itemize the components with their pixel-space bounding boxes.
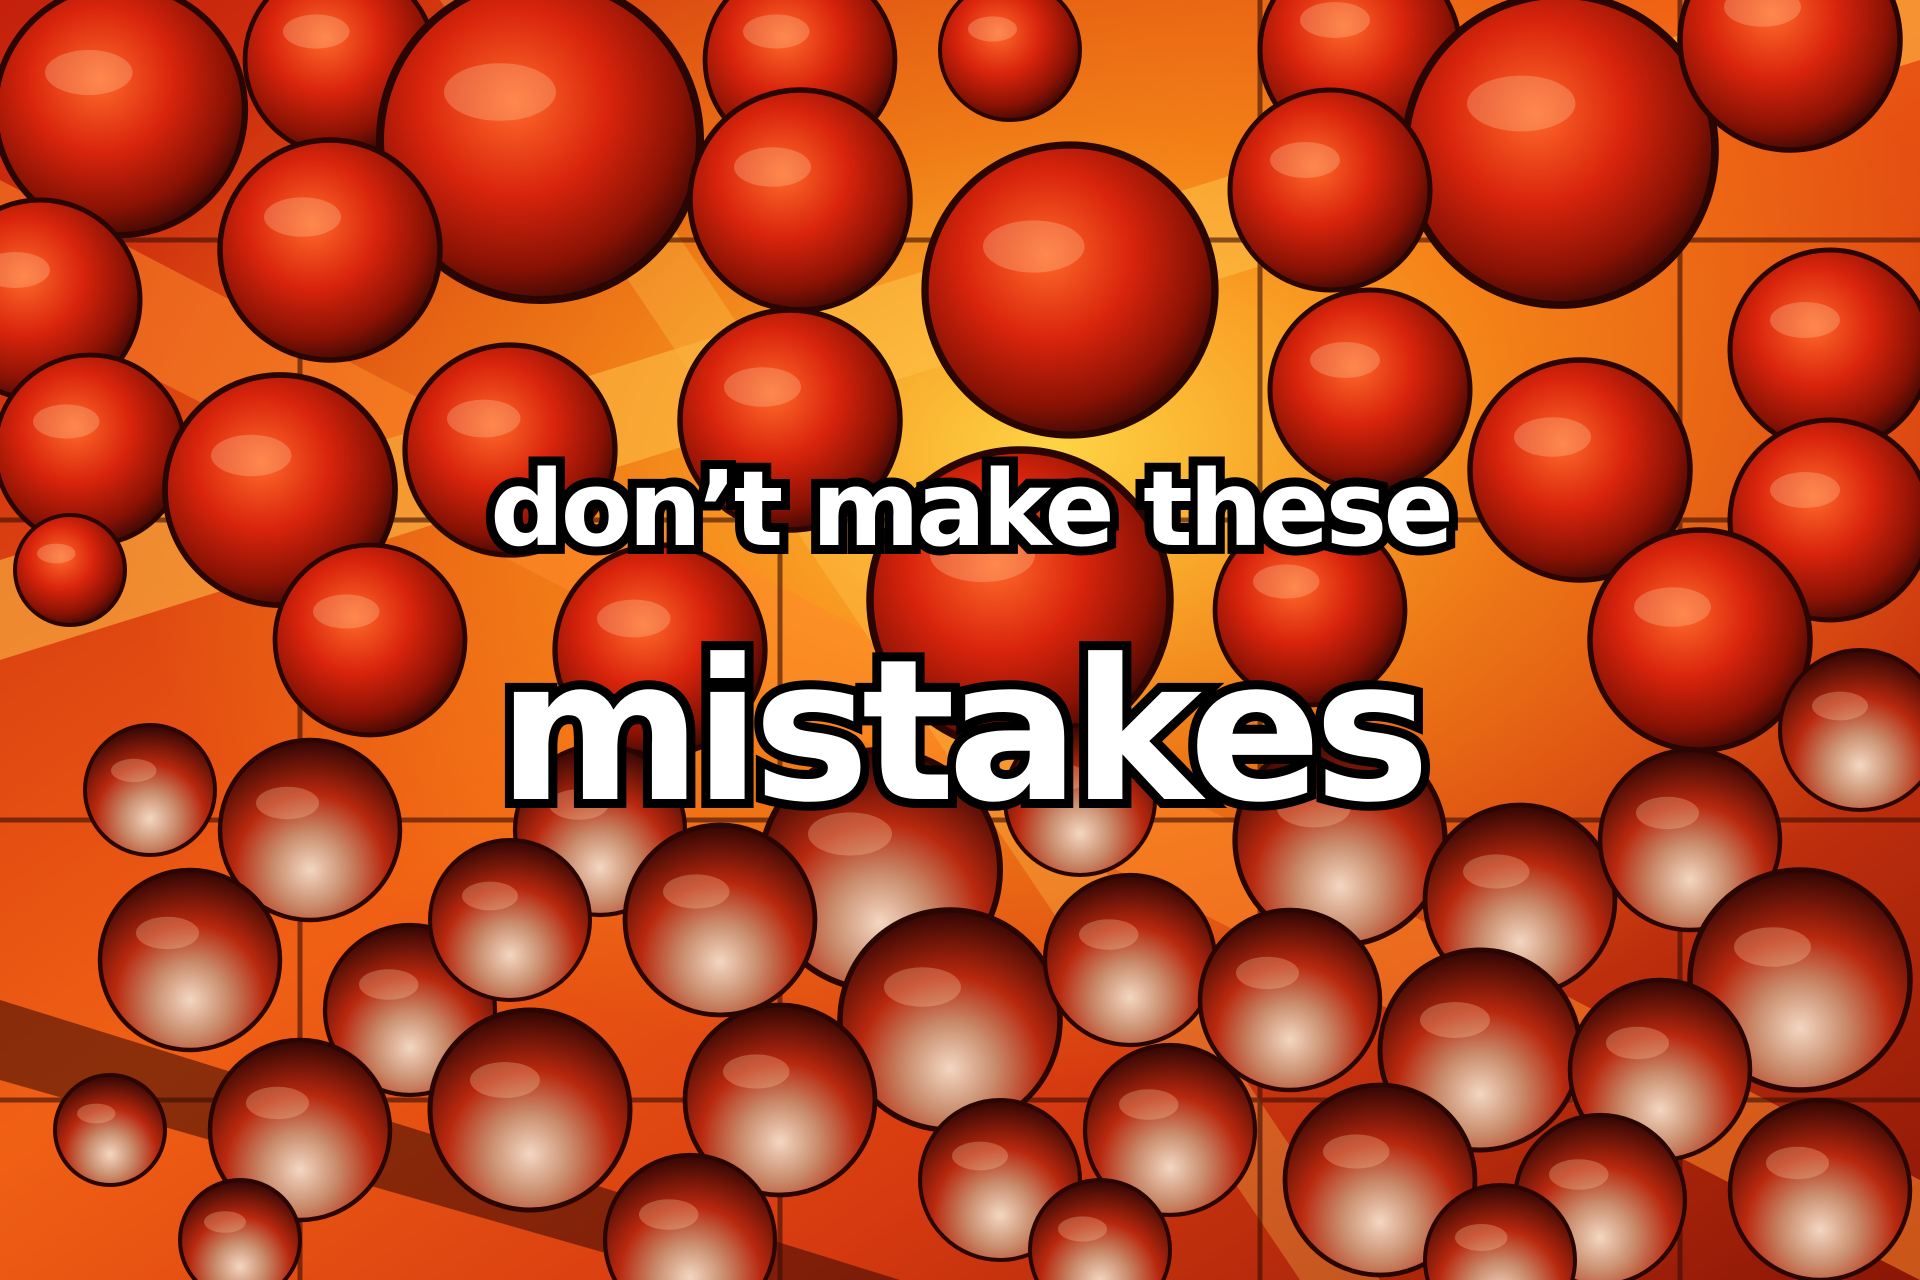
mirror-highlight (1463, 854, 1530, 888)
mirror-highlight (33, 404, 100, 438)
mirror-highlight (724, 367, 801, 407)
mirror-highlight (204, 1211, 246, 1233)
mirror-highlight (359, 969, 419, 1000)
mirror-highlight (743, 14, 810, 48)
mirror-highlight (1323, 1134, 1390, 1168)
convex-mirror (1230, 90, 1430, 290)
mirror-highlight (444, 63, 556, 121)
convex-mirror (1405, 0, 1715, 305)
convex-mirror (625, 825, 815, 1015)
convex-mirror (870, 450, 1170, 750)
mirror-highlight (1277, 790, 1351, 828)
mirror-highlight (1310, 342, 1380, 378)
convex-mirror (430, 840, 590, 1000)
convex-mirror (1200, 910, 1380, 1090)
convex-mirror (1590, 530, 1810, 750)
mirror-highlight (1766, 1147, 1829, 1179)
convex-mirror (940, 0, 1080, 120)
mirror-highlight (283, 14, 350, 48)
convex-mirror (1730, 1100, 1910, 1280)
convex-mirror (430, 1010, 630, 1210)
convex-mirror (1005, 725, 1155, 875)
convex-mirror (275, 545, 465, 735)
mirror-highlight (462, 882, 518, 911)
mirror-highlight (734, 147, 811, 187)
mirror-highlight (256, 787, 319, 819)
convex-mirror (15, 515, 125, 625)
convex-mirror (180, 1180, 300, 1280)
convex-mirror (690, 90, 910, 310)
mirror-highlight (1549, 1159, 1609, 1190)
mirror-highlight (884, 967, 961, 1007)
mirror-highlight (246, 1087, 309, 1119)
mirror-highlight (1636, 797, 1699, 829)
mirror-highlight (111, 759, 157, 782)
mirror-highlight (1035, 764, 1088, 791)
mirror-highlight (597, 600, 671, 638)
mirror-highlight (37, 544, 76, 564)
convex-mirror (1780, 650, 1920, 810)
mirror-highlight (808, 812, 892, 855)
mirror-highlight (1770, 472, 1840, 508)
mirror-highlight (639, 1199, 699, 1230)
convex-mirror (555, 545, 765, 755)
mirror-highlight (264, 197, 341, 237)
mirror-highlight (313, 594, 380, 628)
mirror-highlight (1270, 142, 1340, 178)
convex-mirror (220, 140, 440, 360)
headline-line-1: don’t make these (490, 448, 1450, 570)
mirror-highlight (1236, 957, 1299, 989)
mirror-highlight (1058, 1216, 1107, 1241)
mirror-highlight (1514, 417, 1591, 457)
mirror-highlight (1420, 1002, 1490, 1038)
mirror-highlight (1300, 2, 1370, 38)
mirror-highlight (1812, 692, 1868, 721)
convex-mirror (925, 145, 1215, 435)
mirror-highlight (1734, 927, 1811, 967)
mirror-highlight (1119, 1089, 1179, 1120)
mirror-highlight (983, 220, 1085, 272)
mirror-highlight (930, 528, 1035, 582)
mirror-highlight (45, 50, 133, 95)
mirror-highlight (1455, 1224, 1508, 1251)
mirror-highlight (968, 16, 1017, 41)
mirror-highlight (1079, 919, 1139, 950)
mirror-highlight (1770, 302, 1840, 338)
mirror-highlight (1253, 564, 1320, 598)
convex-mirror (100, 870, 280, 1050)
convex-mirror (1270, 290, 1470, 490)
convex-mirror (680, 310, 900, 530)
convex-mirror (85, 725, 215, 855)
mirror-highlight (1467, 76, 1576, 132)
convex-mirror (55, 1075, 165, 1185)
mirror-highlight (447, 400, 521, 438)
mirror-highlight (1634, 587, 1711, 627)
mirror-highlight (663, 874, 730, 908)
mirror-highlight (723, 1054, 790, 1088)
convex-mirror (1215, 515, 1405, 705)
mirror-highlight (1606, 1027, 1669, 1059)
headline-line-2: mistakes (497, 618, 1423, 846)
convex-mirror (0, 355, 185, 545)
mirror-highlight (211, 435, 292, 476)
mirror-highlight (136, 917, 199, 949)
mirror-highlight (549, 789, 609, 820)
mirror-highlight (470, 1062, 540, 1098)
mirror-highlight (77, 1104, 116, 1124)
mirror-highlight (952, 1142, 1008, 1171)
convex-mirror (405, 345, 615, 555)
convex-mirror (1045, 875, 1215, 1045)
